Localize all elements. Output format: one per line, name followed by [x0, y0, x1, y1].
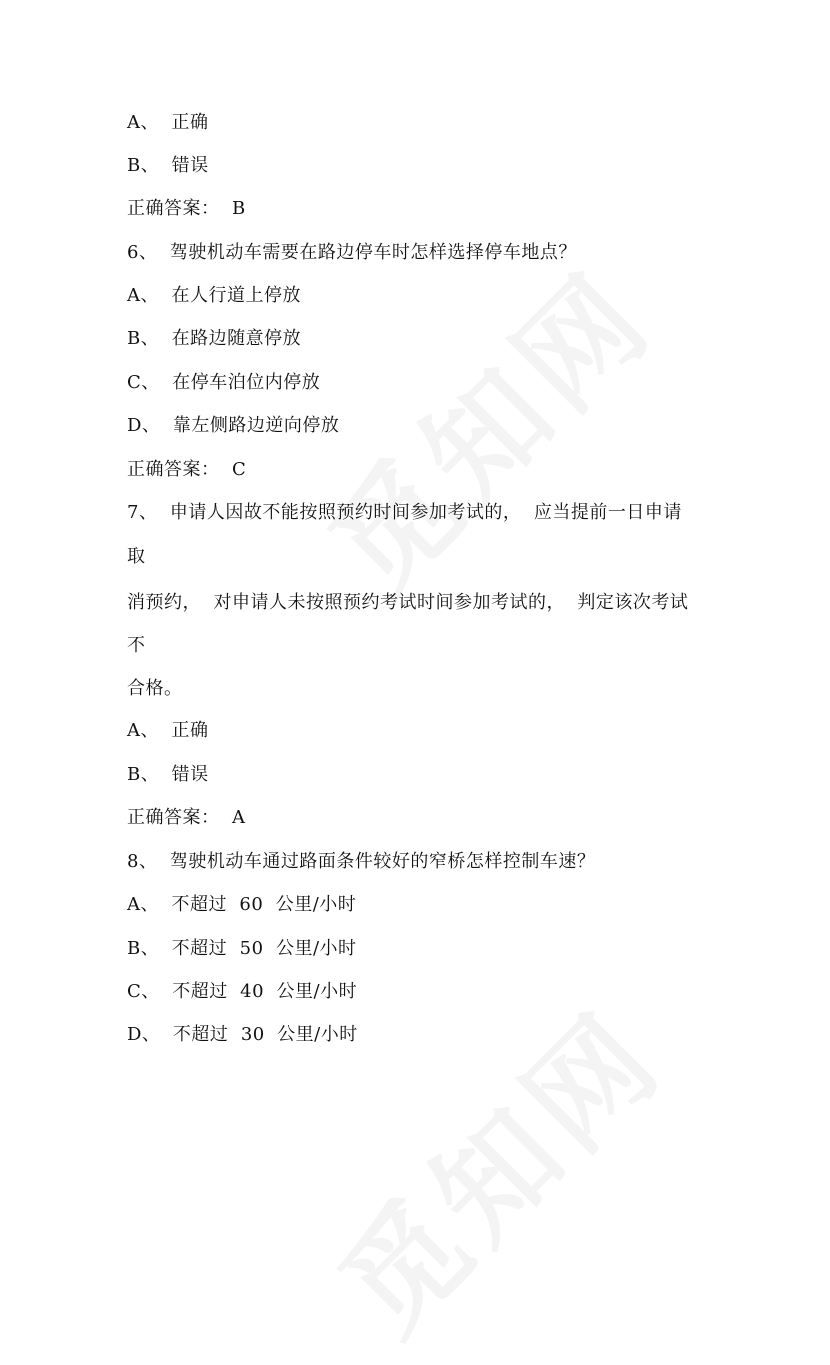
option-b: B、 错误	[127, 155, 209, 176]
option-c: C、 在停车泊位内停放	[127, 372, 321, 393]
option-b: B、 错误	[127, 764, 209, 785]
option-a: A、 在人行道上停放	[127, 285, 301, 306]
answer: 正确答案： A	[127, 807, 246, 828]
question-7-line-5: 合格。	[127, 678, 183, 699]
question-7-line-1: 7、 申请人因故不能按照预约时间参加考试的， 应当提前一日申请	[127, 502, 682, 523]
option-c: C、 不超过 40 公里/小时	[127, 981, 358, 1002]
option-a: A、 不超过 60 公里/小时	[127, 894, 357, 915]
answer: 正确答案： B	[127, 198, 246, 219]
option-d: D、 不超过 30 公里/小时	[127, 1024, 358, 1045]
question-7-line-4: 不	[127, 635, 146, 656]
option-b: B、 不超过 50 公里/小时	[127, 938, 357, 959]
question-6: 6、 驾驶机动车需要在路边停车时怎样选择停车地点？	[127, 242, 577, 263]
question-7-line-2: 取	[127, 546, 146, 567]
option-a: A、 正确	[127, 112, 209, 133]
answer: 正确答案： C	[127, 459, 247, 480]
option-d: D、 靠左侧路边逆向停放	[127, 415, 340, 436]
watermark	[286, 227, 683, 624]
question-7-line-3: 消预约， 对申请人未按照预约考试时间参加考试的， 判定该次考试	[127, 592, 689, 613]
question-8: 8、 驾驶机动车通过路面条件较好的窄桥怎样控制车速？	[127, 851, 596, 872]
option-a: A、 正确	[127, 720, 209, 741]
option-b: B、 在路边随意停放	[127, 328, 302, 349]
